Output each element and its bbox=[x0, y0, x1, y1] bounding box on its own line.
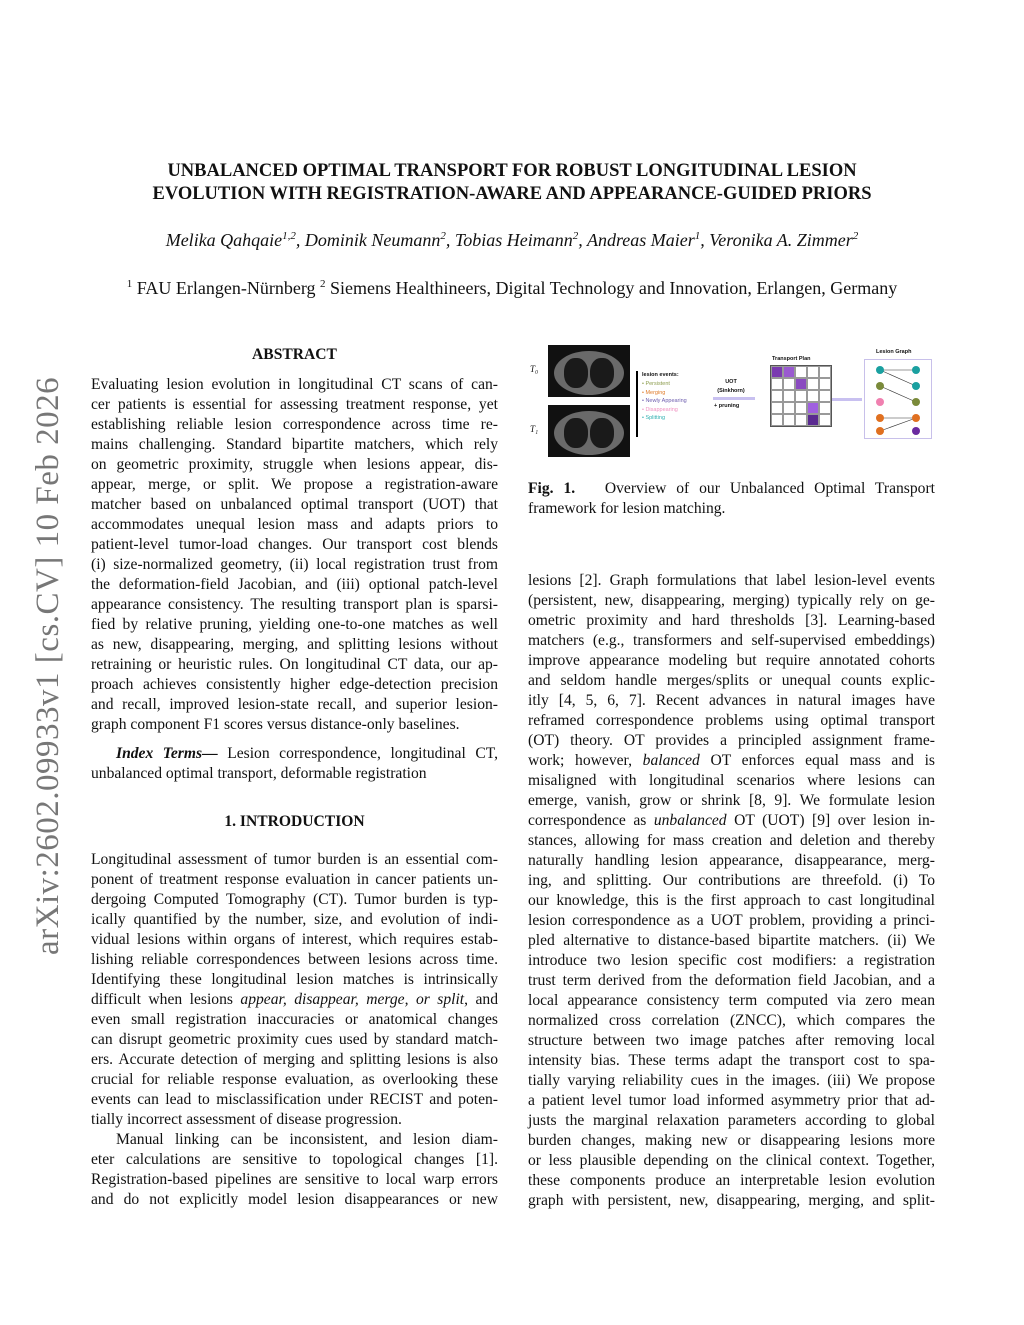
text-line: (OT) theory. OT provides a principled assignment frame- bbox=[528, 732, 935, 749]
plan-cell bbox=[771, 366, 783, 378]
text-line: Evaluating lesion evolution in longitudinal CT scans of can- bbox=[91, 376, 498, 393]
affiliation-1: FAU Erlangen-Nürnberg bbox=[136, 278, 316, 298]
sinkhorn-text: (Sinkhorn) bbox=[717, 387, 745, 394]
text-line: and seldom handle merges/splits or unequal counts explic- bbox=[528, 672, 935, 689]
text-line bbox=[528, 751, 935, 771]
text-line: lesion correspondence as a UOT problem, providing a princi- bbox=[528, 912, 935, 929]
text-line: Identifying these longitudinal lesion matches is intrinsically bbox=[91, 971, 498, 988]
arrow-icon bbox=[713, 397, 755, 400]
plan-cell bbox=[819, 402, 831, 414]
text-line: justs the marginal relaxation parameters according to global bbox=[528, 1112, 935, 1129]
text-line: ers. Accurate detection of merging and splitting lesions is also bbox=[91, 1051, 498, 1068]
text-line bbox=[91, 990, 498, 1010]
text-segment: difficult when lesions bbox=[91, 991, 241, 1008]
ct-scan-t1 bbox=[548, 405, 630, 457]
text-line: structure between two image patches after removing local bbox=[528, 1032, 935, 1049]
text-line: and recall, improved lesion-state recall, and superior lesion- bbox=[91, 696, 498, 713]
text-line: crucial for reliable response evaluation, as overlooking these bbox=[91, 1071, 498, 1088]
text-line: Registration-based pipelines are sensitive to local warp errors bbox=[91, 1171, 498, 1188]
caption-text: framework for lesion matching. bbox=[528, 500, 726, 517]
author-affil-sup: 2 bbox=[440, 230, 446, 242]
text-line: lesions [2]. Graph formulations that label lesion-level events bbox=[528, 572, 935, 589]
plan-cell bbox=[807, 378, 819, 390]
text-line: itly [4, 5, 6, 7]. Recent advances in natural images have bbox=[528, 692, 935, 709]
uot-label bbox=[716, 378, 746, 395]
text-line: fied by relative pruning, yielding one-to-one matches as well bbox=[91, 616, 498, 633]
title-line: UNBALANCED OPTIMAL TRANSPORT FOR ROBUST LONGITUDINAL LESION bbox=[167, 161, 857, 181]
paper-title bbox=[0, 160, 1024, 206]
event-item: • Newly Appearing bbox=[642, 398, 687, 404]
text-line: ically quantified by the number, size, and evolution of indi- bbox=[91, 911, 498, 928]
plan-cell bbox=[807, 414, 819, 426]
text-line: Longitudinal assessment of tumor burden is an essential com- bbox=[91, 851, 498, 868]
figure-caption bbox=[528, 479, 935, 519]
author-name: Veronika A. Zimmer bbox=[709, 230, 853, 250]
plan-cell bbox=[795, 366, 807, 378]
text-line: graph component F1 scores versus distance-only baselines. bbox=[91, 716, 460, 733]
text-line: ponent of treatment response evaluation in cancer patients un- bbox=[91, 871, 498, 888]
text-line: tially incorrect assessment of disease progression. bbox=[91, 1111, 402, 1128]
plan-cell bbox=[783, 402, 795, 414]
intro-paragraph-1 bbox=[91, 850, 498, 1130]
affiliation-2: Siemens Healthineers, Digital Technology and Innovation, Erlangen, Germany bbox=[330, 278, 898, 298]
caption-label: Fig. 1. bbox=[528, 480, 576, 497]
plan-cell bbox=[783, 366, 795, 378]
plan-cell bbox=[771, 402, 783, 414]
text-segment: work; however, bbox=[528, 752, 643, 769]
event-item: • Disappearing bbox=[642, 406, 678, 413]
plan-cell bbox=[795, 402, 807, 414]
text-line: appearance consistency. The resulting transport plan is sparsi- bbox=[91, 596, 498, 613]
text-line: ing, and splitting. Our contributions are threefold. (i) To bbox=[528, 872, 935, 889]
text-line: or less plausible depending on the clinical context. Together, bbox=[528, 1152, 935, 1169]
text-segment: OT enforces equal mass and is bbox=[699, 752, 935, 769]
text-line: trust term derived from the deformation field Jacobian, and a bbox=[528, 972, 935, 989]
text-line: stances, allowing for mass creation and deletion and thereby bbox=[528, 832, 935, 849]
text-line: burden changes, making new or disappearing lesions more bbox=[528, 1132, 935, 1149]
time-arrow bbox=[636, 371, 638, 437]
text-line: vidual lesions within organs of interest, which requires estab- bbox=[91, 931, 498, 948]
text-line: proach achieves consistently higher edge-detection precision bbox=[91, 676, 498, 693]
text-line: retraining or heuristic rules. On longitudinal CT data, our ap- bbox=[91, 656, 498, 673]
arrow-icon bbox=[832, 398, 862, 401]
right-column bbox=[528, 571, 935, 1211]
text-line: accommodates unequal lesion mass and adapts priors to bbox=[91, 516, 498, 533]
plan-cell bbox=[771, 390, 783, 402]
plan-cell bbox=[795, 414, 807, 426]
plan-cell bbox=[819, 366, 831, 378]
intro-heading: 1. INTRODUCTION bbox=[224, 813, 365, 830]
text-line: introduce two lesion specific cost modifiers: a registration bbox=[528, 952, 935, 969]
author-name: Tobias Heimann bbox=[454, 230, 573, 250]
transport-plan-matrix bbox=[770, 365, 832, 427]
index-terms-text: Lesion correspondence, longitudinal CT, bbox=[217, 745, 499, 762]
event-item: • Merging bbox=[642, 389, 666, 396]
left-column bbox=[91, 345, 498, 1210]
text-line: tially varying reliability cues in the images. (iii) We propose bbox=[528, 1072, 935, 1089]
text-line: lishing reliable correspondences between lesions across time. bbox=[91, 951, 498, 968]
text-line: emerge, vanish, grow or shrink [8, 9]. We formulate lesion bbox=[528, 792, 935, 809]
text-line: these components produce an interpretable lesion evolution bbox=[528, 1172, 935, 1189]
text-line: normalized cross correlation (ZNCC), which compares the bbox=[528, 1012, 935, 1029]
text-line: patient-level tumor-load changes. Our transport cost blends bbox=[91, 536, 498, 553]
plan-cell bbox=[783, 390, 795, 402]
affil-sup: 1 bbox=[126, 278, 133, 290]
caption-text: Overview of our Unbalanced Optimal Transport bbox=[604, 480, 935, 497]
text-segment: balanced bbox=[642, 752, 700, 769]
text-line: establishing reliable lesion correspondence across time re- bbox=[91, 416, 498, 433]
text-line: intensity bias. These terms adapt the transport cost to spa- bbox=[528, 1052, 935, 1069]
plan-cell bbox=[819, 414, 831, 426]
author-name: Dominik Neumann bbox=[304, 230, 441, 250]
plan-cell bbox=[771, 414, 783, 426]
plan-cell bbox=[807, 366, 819, 378]
author-affil-sup: 1,2 bbox=[282, 230, 296, 242]
text-line: misaligned with longitudinal scenarios where lesions can bbox=[528, 772, 935, 789]
index-terms bbox=[91, 744, 498, 784]
pruning-label: + pruning bbox=[714, 403, 740, 409]
affiliations bbox=[0, 278, 1024, 299]
plan-cell bbox=[807, 402, 819, 414]
text-line: local appearance consistency term computed via zero mean bbox=[528, 992, 935, 1009]
plan-cell bbox=[771, 378, 783, 390]
graph-title: Lesion Graph bbox=[876, 349, 912, 355]
text-line: reframed correspondence problems using optimal transport bbox=[528, 712, 935, 729]
text-line: eter calculations are sensitive to topological changes [1]. bbox=[91, 1151, 498, 1168]
plan-cell bbox=[783, 378, 795, 390]
ct-scan-t0 bbox=[548, 345, 630, 397]
text-line: mains challenging. Standard bipartite matchers, which rely bbox=[91, 436, 498, 453]
text-segment: unbalanced bbox=[653, 812, 727, 829]
event-item: • Persistent bbox=[642, 381, 670, 387]
plan-cell bbox=[783, 414, 795, 426]
index-terms-label: Index Terms— bbox=[116, 745, 218, 762]
text-line: (persistent, new, disappearing, merging) typically rely on ge- bbox=[528, 592, 935, 609]
plan-cell bbox=[795, 390, 807, 402]
authors: Melika Qahqaie$^{1,2}$, Dominik Neumann$^2$, Tobias Heimann$^2$, Andreas Maier$^1$, Veronika A. Zimmer$^2$ bbox=[165, 230, 859, 250]
text-line: ometric proximity and hard thresholds [3]. Learning-based bbox=[528, 612, 935, 629]
text-line: dergoing Computed Tomography (CT). Tumor burden is typ- bbox=[91, 891, 498, 908]
text-line: on geometric proximity, struggle when lesions appear, dis- bbox=[91, 456, 498, 473]
text-segment: , and bbox=[464, 991, 498, 1008]
text-line: naturally handling lesion appearance, disappearance, merg- bbox=[528, 852, 935, 869]
text-line: and do not explicitly model lesion disappearances or new bbox=[91, 1191, 498, 1208]
text-segment: OT (UOT) [9] over lesion in- bbox=[726, 812, 935, 829]
text-line: the deformation-field Jacobian, and (iii) optional patch-level bbox=[91, 576, 498, 593]
text-line: matchers (e.g., transformers and self-supervised embeddings) bbox=[528, 632, 935, 649]
text-line: a patient level tumor load informed asymmetry prior that ad- bbox=[528, 1092, 935, 1109]
abstract-heading: ABSTRACT bbox=[252, 346, 337, 363]
affil-sup: 2 bbox=[320, 278, 326, 290]
lesion-graph bbox=[864, 359, 932, 439]
text-line: even small registration inaccuracies or anatomical changes bbox=[91, 1011, 498, 1028]
arxiv-stamp: arXiv:2602.09933v1 [cs.CV] 10 Feb 2026 bbox=[30, 376, 66, 955]
text-line: (i) size-normalized geometry, (ii) local registration trust from bbox=[91, 556, 498, 573]
text-line: pled alternative to distance-based bipartite matchers. (ii) We bbox=[528, 932, 935, 949]
text-line: matcher based on unbalanced optimal transport (UOT) that bbox=[91, 496, 498, 513]
text-line: events can lead to misclassification under RECIST and poten- bbox=[91, 1091, 498, 1108]
index-terms-text: unbalanced optimal transport, deformable registration bbox=[91, 765, 427, 782]
text-line: appear, merge, or split. We propose a registration-aware bbox=[91, 476, 498, 493]
plan-cell bbox=[819, 390, 831, 402]
author-affil-sup: 2 bbox=[852, 230, 859, 242]
intro-paragraph-2 bbox=[91, 1130, 498, 1210]
events-title: lesion events: bbox=[642, 372, 679, 378]
plan-cell bbox=[807, 390, 819, 402]
text-line bbox=[528, 811, 935, 831]
text-line: as new, disappearing, merging, and splitting lesions without bbox=[91, 636, 498, 653]
author-affil-sup: 1 bbox=[694, 230, 701, 242]
text-line: cer patients is essential for assessing treatment response, yet bbox=[91, 396, 498, 413]
t1-label: T₁ bbox=[530, 424, 539, 434]
figure-1 bbox=[528, 343, 938, 465]
uot-text: UOT bbox=[725, 379, 737, 385]
events-legend bbox=[642, 380, 687, 423]
author-affil-sup: 2 bbox=[572, 230, 579, 242]
plan-cell bbox=[819, 378, 831, 390]
t0-label: T₀ bbox=[530, 364, 539, 374]
text-line: graph with persistent, new, disappearing, merging, and split- bbox=[528, 1192, 935, 1209]
title-line: EVOLUTION WITH REGISTRATION-AWARE AND APPEARANCE-GUIDED PRIORS bbox=[152, 184, 872, 204]
plan-title: Transport Plan bbox=[772, 356, 811, 362]
event-item: • Splitting bbox=[642, 415, 666, 421]
abstract-body bbox=[91, 375, 498, 735]
author-name: Melika Qahqaie bbox=[165, 230, 283, 250]
author-name: Andreas Maier bbox=[586, 230, 695, 250]
text-segment: appear, disappear, merge, or split bbox=[240, 991, 465, 1008]
text-line: Manual linking can be inconsistent, and lesion diam- bbox=[116, 1131, 498, 1148]
plan-cell bbox=[795, 378, 807, 390]
text-segment: correspondence as bbox=[528, 812, 654, 829]
text-line: improve appearance modeling but require annotated cohorts bbox=[528, 652, 935, 669]
text-line: our knowledge, this is the first approach to cast longitudinal bbox=[528, 892, 935, 909]
text-line: can disrupt geometric proximity cues used by standard match- bbox=[91, 1031, 498, 1048]
